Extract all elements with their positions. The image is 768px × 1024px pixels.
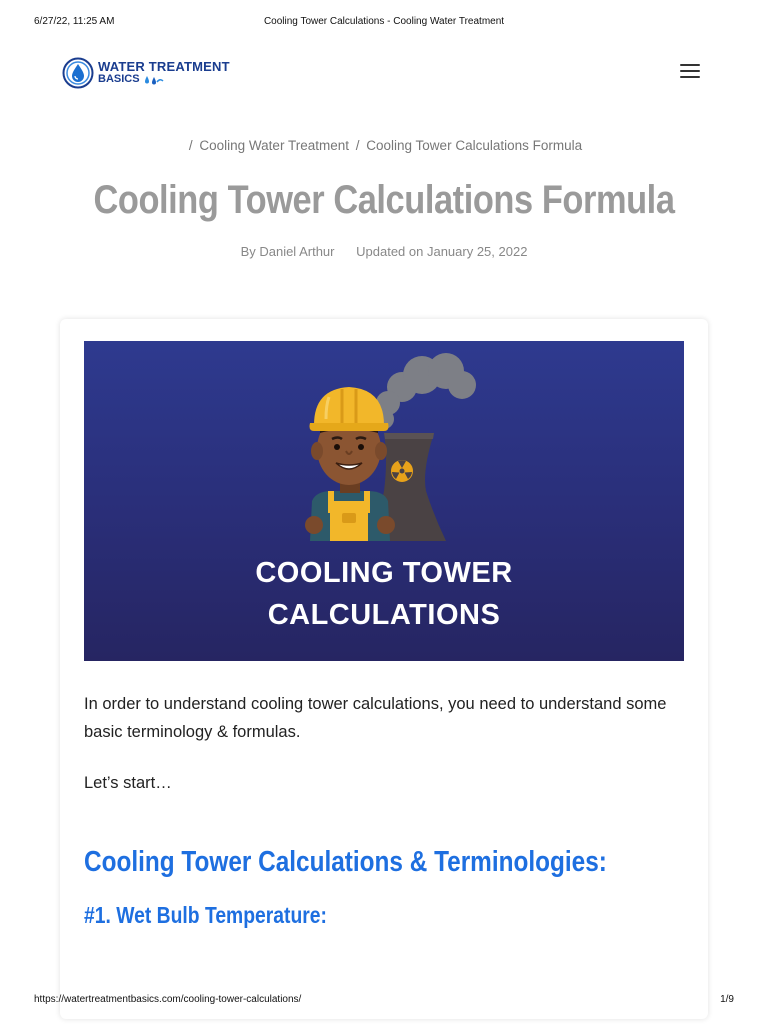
site-header xyxy=(62,52,706,92)
hero-title-line1: COOLING TOWER xyxy=(255,557,513,589)
lets-start-paragraph: Let’s start… xyxy=(84,774,172,792)
breadcrumb-separator: / xyxy=(355,138,360,153)
logo-line1: WATER TREATMENT xyxy=(98,59,230,74)
logo-line2 xyxy=(98,73,230,86)
print-header xyxy=(0,16,768,30)
updated-date: Updated on January 25, 2022 xyxy=(356,244,528,259)
logo-line2-text: BASICS xyxy=(98,73,140,85)
hero-image xyxy=(84,341,684,661)
page-title: Cooling Tower Calculations Formula xyxy=(93,178,675,222)
subheading-wet-bulb-temperature: #1. Wet Bulb Temperature: xyxy=(84,902,327,928)
byline xyxy=(0,244,768,259)
droplets-icon xyxy=(144,75,164,85)
author-link[interactable]: By Daniel Arthur xyxy=(240,244,335,259)
print-title: Cooling Tower Calculations - Cooling Water Treatment xyxy=(263,16,505,27)
print-date: 6/27/22, 11:25 AM xyxy=(34,16,115,27)
intro-paragraph: In order to understand cooling tower calculations, you need to understand some basic terminology & formulas. xyxy=(84,695,667,741)
hero-title-line2: CALCULATIONS xyxy=(267,599,501,631)
section-heading-terminologies: Cooling Tower Calculations & Terminologies: xyxy=(84,846,607,878)
breadcrumb-item-current: Cooling Tower Calculations Formula xyxy=(366,138,583,153)
breadcrumb-separator: / xyxy=(188,138,193,153)
logo-text xyxy=(98,60,230,86)
print-footer xyxy=(0,994,768,1008)
site-logo[interactable] xyxy=(62,56,230,90)
water-drop-logo-icon xyxy=(62,57,94,89)
print-url: https://watertreatmentbasics.com/cooling-tower-calculations/ xyxy=(34,994,302,1005)
print-page-number: 1/9 xyxy=(720,994,734,1005)
breadcrumb-item-cooling-water-treatment[interactable]: Cooling Water Treatment xyxy=(199,138,349,153)
breadcrumb xyxy=(0,138,768,153)
hamburger-menu-icon[interactable] xyxy=(680,62,700,80)
